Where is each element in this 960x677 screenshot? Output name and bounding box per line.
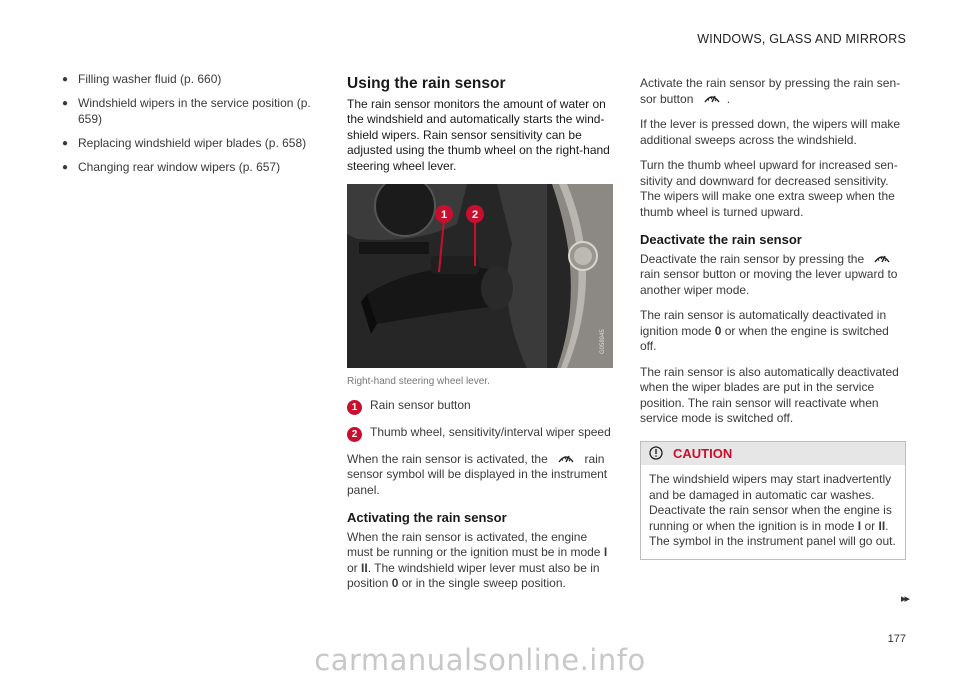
caution-body (641, 465, 905, 559)
activating-text: or in the single sweep position. (398, 576, 566, 590)
caution-box (640, 441, 906, 560)
page-number: 177 (887, 633, 906, 645)
lever-down-paragraph: If the lever is pressed down, the wipers will make additional sweeps across the windshield. (640, 117, 901, 147)
callout-text: Thumb wheel, sensitivity/interval wiper speed (370, 424, 611, 439)
bullet-icon: ● (62, 161, 69, 173)
main-column (347, 76, 613, 602)
activate-paragraph (640, 76, 906, 107)
next-page-arrows[interactable]: ▸▸ (900, 593, 908, 605)
thumb-wheel-paragraph: Turn the thumb wheel upward for increased sen-sitivity and downward for decreased sensitivity. The wipers will make one extra sweep when the thumb wheel is turned upward. (640, 158, 898, 219)
related-link-item[interactable] (62, 136, 314, 152)
mode-label: II (361, 560, 368, 575)
mode-label: I (857, 518, 862, 533)
steering-lever-illustration (347, 184, 613, 368)
watermark: carmanualsonline.info (314, 643, 646, 677)
callout-rain-sensor-button (347, 398, 613, 415)
activating-text: . The windshield wiper lever must also be in position (347, 560, 600, 590)
callout-number-2: 2 (347, 427, 362, 442)
bullet-icon: ● (62, 137, 69, 149)
auto-text: The rain sensor is automatically deactivated in ignition mode (640, 308, 887, 338)
intro-paragraph: The rain sensor monitors the amount of water on the windshield and automatically starts the wind-shield wipers. Rain sensor sensitivity can be adjusted using the thumb wheel on the right-hand steering wheel lever. (347, 96, 610, 173)
bullet-icon: ● (62, 74, 69, 85)
caution-text: The windshield wipers may start inadvertently and be damaged in automatic car washes. Deactivate the rain sensor when the engine is running or when the ignition is in mode (649, 472, 892, 533)
activating-paragraph (347, 530, 613, 592)
mode-label: 0 (391, 576, 399, 590)
related-links-list (62, 72, 314, 175)
mode-label: II (878, 518, 886, 533)
right-column (640, 76, 906, 560)
figure-caption: Right-hand steering wheel lever. (347, 376, 490, 387)
related-link-text[interactable]: Filling washer fluid (p. 660) (78, 72, 222, 86)
activated-text-after: rain sensor symbol will be displayed in the instrument panel. (347, 451, 608, 497)
rain-sensor-icon (557, 453, 575, 465)
caution-header (641, 442, 905, 466)
deactivate-text: rain sensor button or moving the lever upward to another wiper mode. (640, 267, 898, 297)
activating-text: When the rain sensor is activated, the engine must be running or the ignition must be in mode (347, 529, 604, 559)
activated-text-before: When the rain sensor is activated, the (347, 451, 548, 466)
subheading-activating: Activating the rain sensor (347, 510, 507, 525)
callout-2-label: 2 (471, 209, 479, 221)
caution-title: CAUTION (673, 445, 733, 461)
related-link-text[interactable]: Windshield wipers in the service position (p. 659) (78, 96, 311, 126)
image-code: G058945 (600, 329, 606, 354)
mode-label: I (603, 545, 608, 559)
activate-text-end: . (726, 91, 731, 106)
callout-text: Rain sensor button (370, 397, 471, 412)
auto-deactivate-paragraph (640, 308, 906, 355)
callout-number-1: 1 (347, 400, 362, 415)
caution-text: . The symbol in the instrument panel will go out. (649, 518, 896, 548)
activate-text: Activate the rain sensor by pressing the rain sen-sor button (640, 76, 901, 106)
rain-sensor-icon (703, 93, 721, 105)
mode-label: 0 (714, 323, 722, 338)
callout-thumb-wheel (347, 425, 613, 442)
related-link-item[interactable] (62, 72, 314, 88)
deactivate-text: Deactivate the rain sensor by pressing the (640, 251, 865, 266)
related-link-item[interactable] (62, 96, 314, 127)
deactivate-paragraph (640, 252, 906, 299)
related-link-item[interactable] (62, 160, 314, 176)
activated-paragraph (347, 452, 613, 499)
related-link-text[interactable]: Replacing windshield wiper blades (p. 658) (78, 135, 307, 150)
bullet-icon: ● (62, 98, 69, 109)
lever-photo (347, 184, 613, 368)
related-link-text[interactable]: Changing rear window wipers (p. 657) (78, 159, 281, 174)
caution-text: or (861, 518, 879, 533)
section-header: WINDOWS, GLASS AND MIRRORS (697, 32, 906, 46)
warning-icon (649, 446, 663, 460)
rain-sensor-icon (873, 253, 891, 265)
section-heading: Using the rain sensor (347, 75, 506, 92)
activating-text: or (347, 560, 362, 575)
service-paragraph: The rain sensor is also automatically deactivated when the wiper blades are put in the service position. The rain sensor will reactivate when service mode is switched off. (640, 364, 899, 425)
related-links-column (62, 72, 314, 184)
callout-1-label: 1 (440, 209, 448, 221)
auto-text: or when the engine is switched off. (640, 323, 889, 353)
subheading-deactivate: Deactivate the rain sensor (640, 232, 802, 247)
